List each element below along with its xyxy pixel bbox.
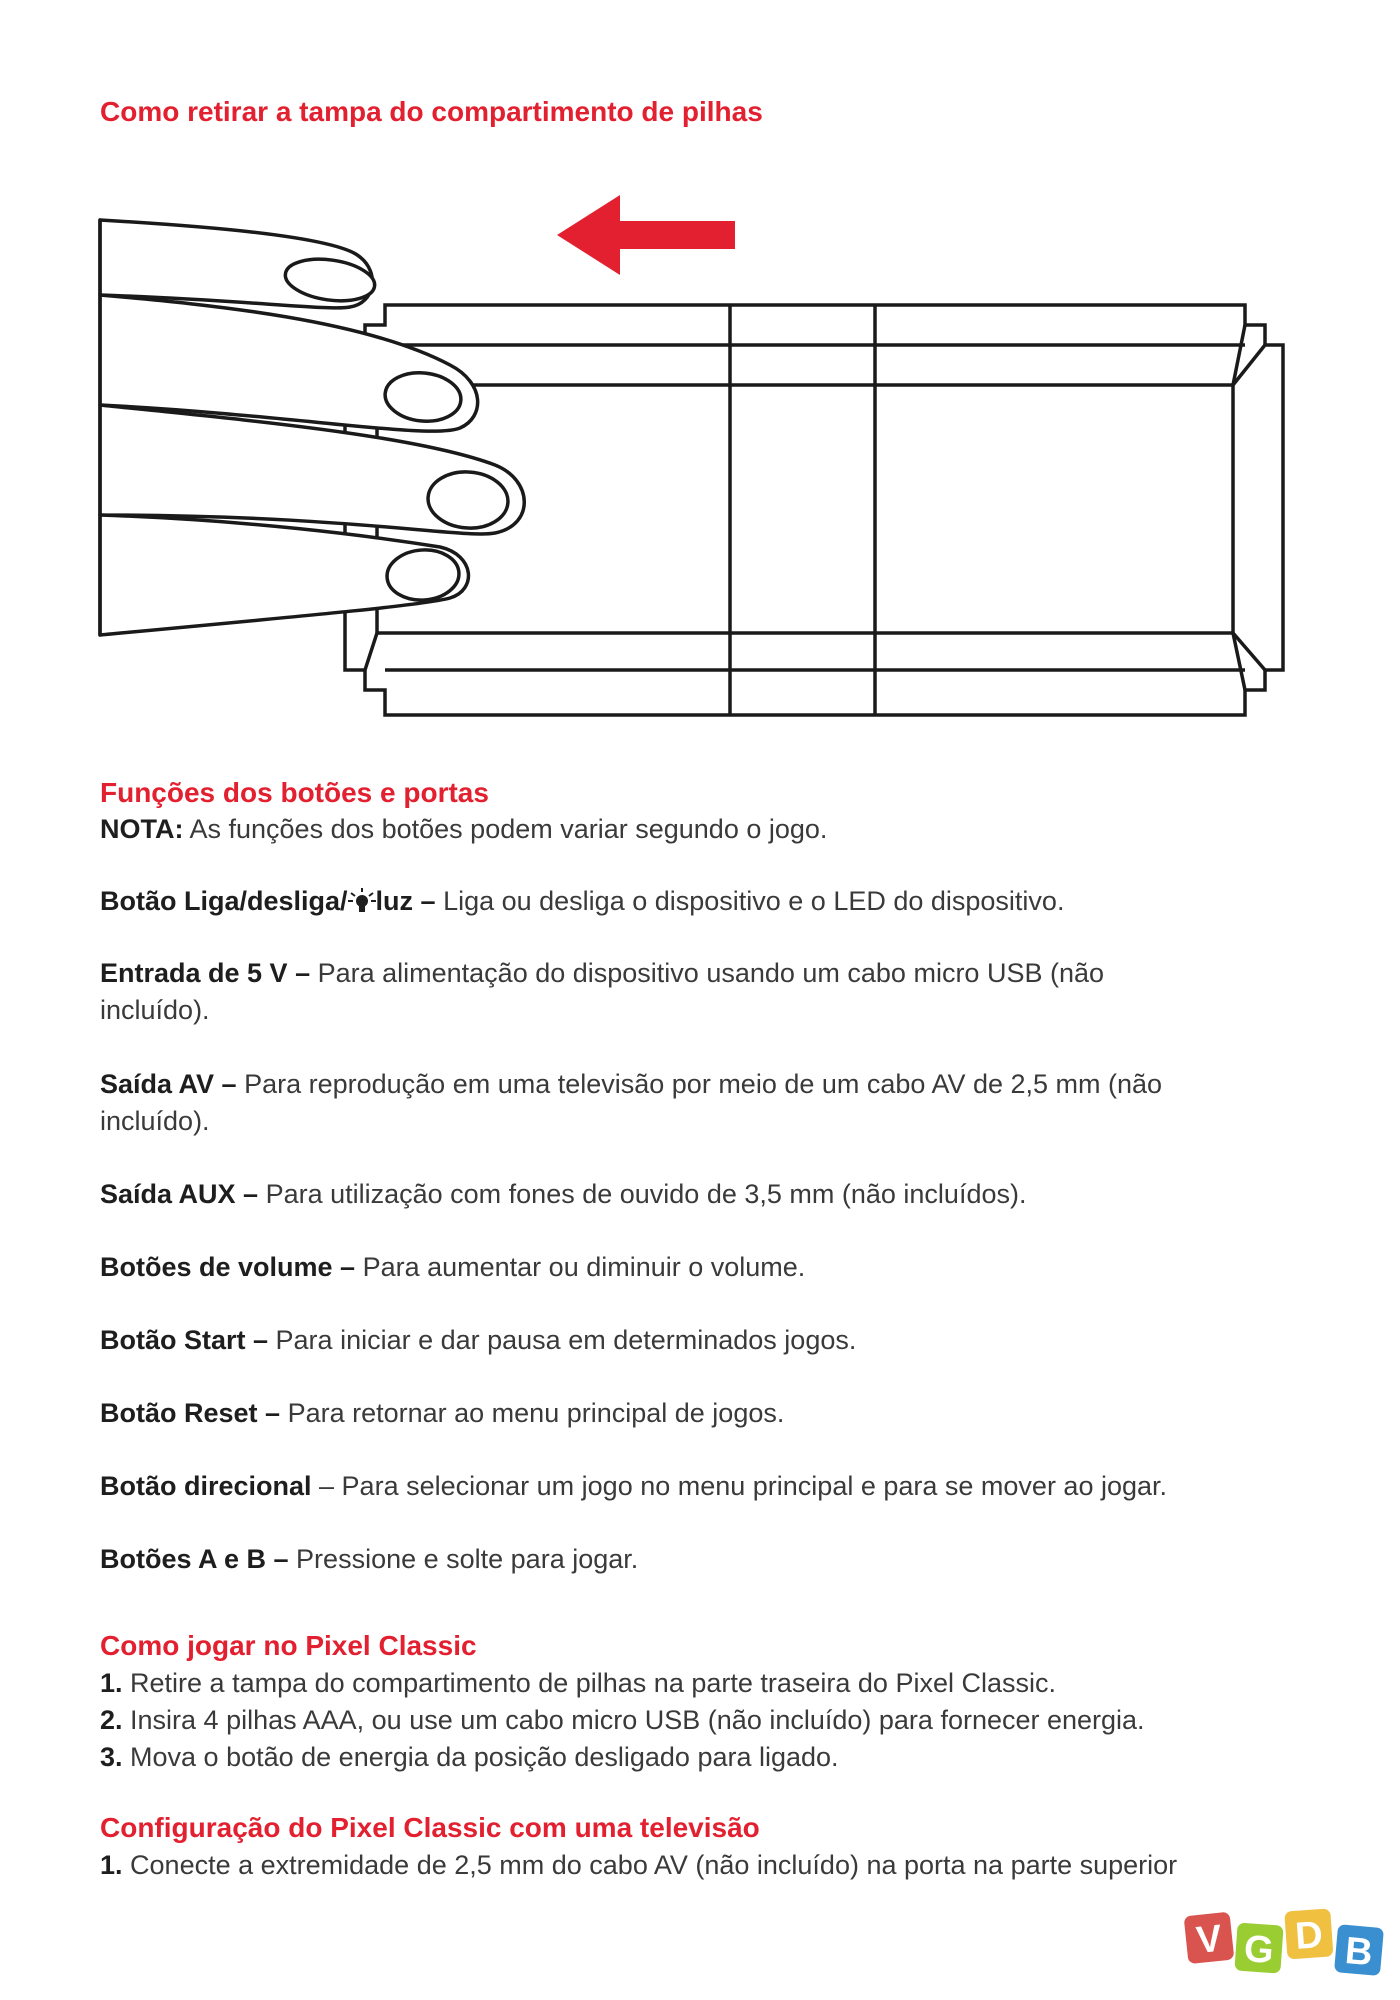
function-item bbox=[100, 1468, 1380, 1505]
hand-drawing bbox=[100, 220, 524, 635]
function-item-label: Botão Start – bbox=[100, 1325, 269, 1355]
how-to-play-steps bbox=[100, 1665, 1145, 1776]
function-item-desc: Para retornar ao menu principal de jogos. bbox=[280, 1398, 785, 1428]
function-item-label: Saída AUX – bbox=[100, 1179, 259, 1209]
note-label: NOTA: bbox=[100, 814, 184, 844]
note-paragraph bbox=[100, 811, 1300, 848]
function-item bbox=[100, 1322, 1300, 1359]
function-item-label: Entrada de 5 V – bbox=[100, 958, 311, 988]
logo-letter-g: G bbox=[1242, 1928, 1276, 1973]
slide-direction-arrow-icon bbox=[557, 195, 735, 275]
note-text: As funções dos botões podem variar segundo o jogo. bbox=[183, 814, 828, 844]
list-item: 1. Conecte a extremidade de 2,5 mm do cabo AV (não incluído) na porta na parte superior bbox=[100, 1850, 1178, 1880]
function-item bbox=[100, 955, 1150, 1029]
list-item: 2. Insira 4 pilhas AAA, ou use um cabo micro USB (não incluído) para fornecer energia. bbox=[100, 1705, 1145, 1735]
logo-letter-v: V bbox=[1194, 1917, 1225, 1963]
function-item-label: Botão Reset – bbox=[100, 1398, 281, 1428]
tv-setup-heading: Configuração do Pixel Classic com uma televisão bbox=[100, 1812, 760, 1843]
function-item-label: Botão direcional bbox=[100, 1471, 312, 1501]
remove-cover-heading: Como retirar a tampa do compartimento de pilhas bbox=[100, 96, 763, 127]
function-item bbox=[100, 1249, 1300, 1286]
function-item-desc: Liga ou desliga o dispositivo e o LED do dispositivo. bbox=[435, 886, 1065, 916]
logo-letter-d: D bbox=[1293, 1914, 1325, 1958]
function-item-desc: Pressione e solte para jogar. bbox=[288, 1544, 639, 1574]
function-item-desc: Para reprodução em uma televisão por meio de um cabo AV de 2,5 mm (não incluído). bbox=[100, 1069, 1163, 1136]
function-item-label: Botão Liga/desliga/ luz – bbox=[100, 886, 436, 916]
how-to-play-heading: Como jogar no Pixel Classic bbox=[100, 1630, 477, 1661]
function-item-label: Botões de volume – bbox=[100, 1252, 356, 1282]
function-item-label: Saída AV – bbox=[100, 1069, 237, 1099]
vgdb-logo bbox=[1182, 1902, 1392, 1987]
function-item bbox=[100, 1176, 1300, 1213]
function-item-desc: Para iniciar e dar pausa em determinados jogos. bbox=[268, 1325, 857, 1355]
logo-letter-b: B bbox=[1343, 1929, 1375, 1975]
function-item-label: Botões A e B – bbox=[100, 1544, 289, 1574]
function-item-desc: – Para selecionar um jogo no menu principal e para se mover ao jogar. bbox=[311, 1471, 1168, 1501]
function-item bbox=[100, 1541, 1300, 1578]
functions-heading: Funções dos botões e portas bbox=[100, 777, 489, 808]
list-item: 3. Mova o botão de energia da posição desligado para ligado. bbox=[100, 1742, 839, 1772]
light-bulb-icon bbox=[348, 887, 376, 915]
function-item-desc: Para aumentar ou diminuir o volume. bbox=[355, 1252, 806, 1282]
function-item bbox=[100, 1395, 1300, 1432]
battery-cover-illustration bbox=[95, 195, 1315, 740]
function-item bbox=[100, 1066, 1210, 1140]
tv-setup-steps bbox=[100, 1847, 1177, 1884]
list-item: 1. Retire a tampa do compartimento de pilhas na parte traseira do Pixel Classic. bbox=[100, 1668, 1056, 1698]
function-item-desc: Para alimentação do dispositivo usando um cabo micro USB (não incluído). bbox=[100, 958, 1105, 1025]
function-item bbox=[100, 883, 1300, 920]
function-item-desc: Para utilização com fones de ouvido de 3,5 mm (não incluídos). bbox=[258, 1179, 1027, 1209]
